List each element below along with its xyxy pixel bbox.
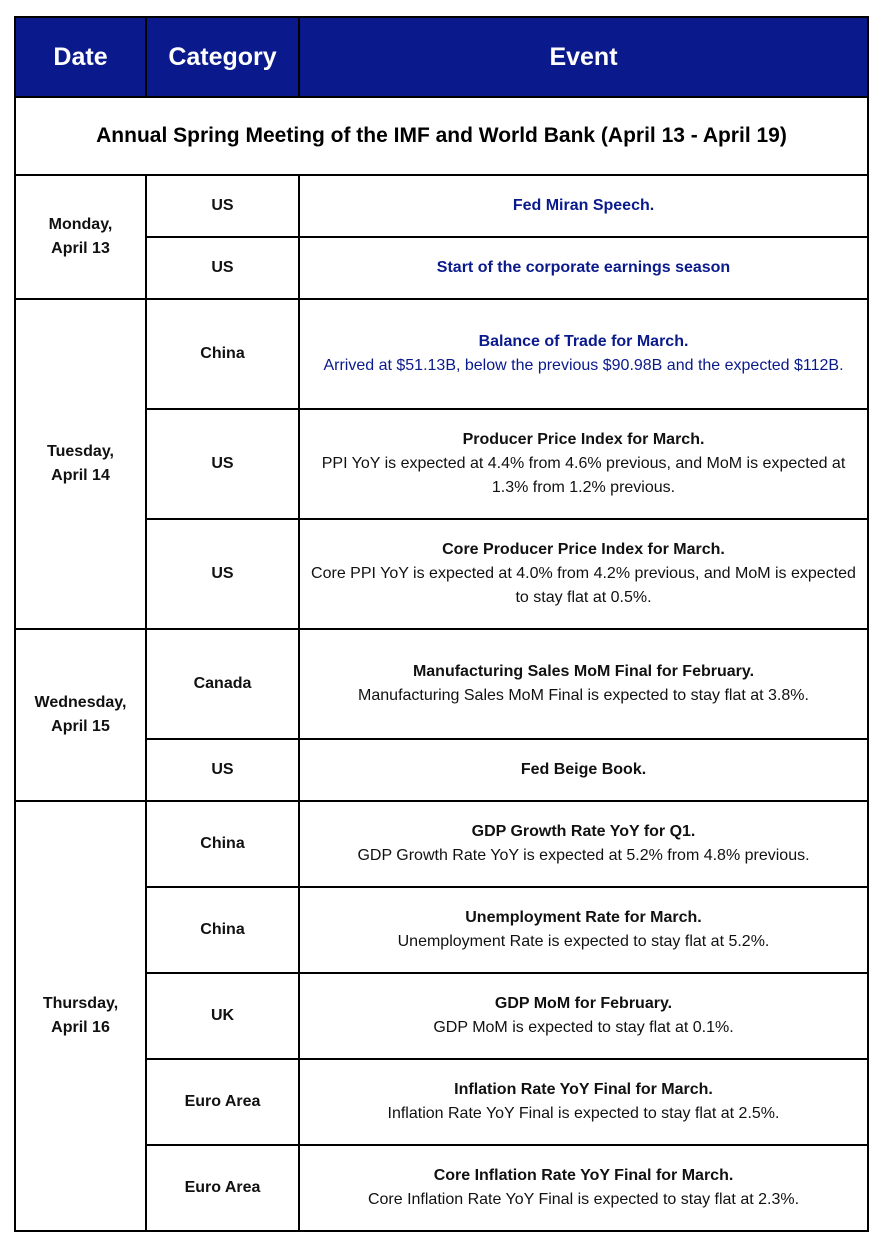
event-title: Unemployment Rate for March. (465, 909, 702, 926)
banner-title: Annual Spring Meeting of the IMF and World Bank (April 13 - April 19) (15, 97, 868, 175)
date-weekday: Monday, (48, 216, 113, 233)
event-detail: PPI YoY is expected at 4.4% from 4.6% previous, and MoM is expected at 1.3% from 1.2% previous. (321, 455, 846, 496)
event-cell (299, 519, 868, 629)
event-cell (299, 1145, 868, 1231)
event-cell (299, 409, 868, 519)
category-cell: US (146, 409, 299, 519)
banner-row (15, 97, 868, 175)
event-cell (299, 237, 868, 299)
economic-calendar-table (14, 16, 869, 1232)
date-cell (15, 801, 146, 1231)
header-date: Date (15, 17, 146, 97)
date-weekday: Wednesday, (34, 694, 127, 711)
event-cell (299, 887, 868, 973)
date-cell (15, 299, 146, 629)
table-row (15, 175, 868, 237)
category-cell: China (146, 801, 299, 887)
event-title: Producer Price Index for March. (462, 431, 705, 448)
event-cell (299, 299, 868, 409)
event-cell (299, 629, 868, 739)
event-title: Start of the corporate earnings season (436, 259, 731, 276)
header-row (15, 17, 868, 97)
category-cell: Canada (146, 629, 299, 739)
date-weekday: Thursday, (42, 995, 119, 1012)
category-cell: US (146, 175, 299, 237)
event-detail: GDP Growth Rate YoY is expected at 5.2% from 4.8% previous. (357, 847, 810, 864)
event-title: Core Producer Price Index for March. (442, 541, 725, 558)
event-title: Manufacturing Sales MoM Final for February. (412, 663, 755, 680)
date-day: April 13 (51, 240, 110, 257)
category-cell: US (146, 739, 299, 801)
table-row (15, 299, 868, 409)
category-cell: US (146, 237, 299, 299)
table-row (15, 801, 868, 887)
event-detail: GDP MoM is expected to stay flat at 0.1%. (433, 1019, 734, 1036)
date-cell (15, 629, 146, 801)
event-detail: Inflation Rate YoY Final is expected to stay flat at 2.5%. (387, 1105, 780, 1122)
event-title: GDP MoM for February. (494, 995, 673, 1012)
event-cell (299, 739, 868, 801)
event-cell (299, 801, 868, 887)
event-detail: Manufacturing Sales MoM Final is expected to stay flat at 3.8%. (358, 687, 809, 704)
date-day: April 15 (51, 718, 110, 735)
date-day: April 16 (51, 1019, 110, 1036)
event-title: Balance of Trade for March. (478, 333, 689, 350)
event-detail: Core Inflation Rate YoY Final is expected to stay flat at 2.3%. (367, 1191, 800, 1208)
event-cell (299, 175, 868, 237)
category-cell: US (146, 519, 299, 629)
date-day: April 14 (51, 467, 110, 484)
date-cell (15, 175, 146, 299)
event-title: GDP Growth Rate YoY for Q1. (471, 823, 696, 840)
category-cell: China (146, 887, 299, 973)
event-title: Core Inflation Rate YoY Final for March. (433, 1167, 734, 1184)
event-title: Inflation Rate YoY Final for March. (454, 1081, 713, 1098)
category-cell: Euro Area (146, 1059, 299, 1145)
event-cell (299, 1059, 868, 1145)
category-cell: UK (146, 973, 299, 1059)
event-title: Fed Beige Book. (520, 761, 647, 778)
category-cell: China (146, 299, 299, 409)
category-cell: Euro Area (146, 1145, 299, 1231)
event-cell (299, 973, 868, 1059)
event-detail: Core PPI YoY is expected at 4.0% from 4.2% previous, and MoM is expected to stay flat at 0.5%. (311, 565, 856, 606)
header-category: Category (146, 17, 299, 97)
table-row (15, 629, 868, 739)
date-weekday: Tuesday, (47, 443, 114, 460)
event-detail: Unemployment Rate is expected to stay flat at 5.2%. (397, 933, 770, 950)
event-title: Fed Miran Speech. (512, 197, 655, 214)
header-event: Event (299, 17, 868, 97)
event-detail: Arrived at $51.13B, below the previous $90.98B and the expected $112B. (323, 357, 844, 374)
